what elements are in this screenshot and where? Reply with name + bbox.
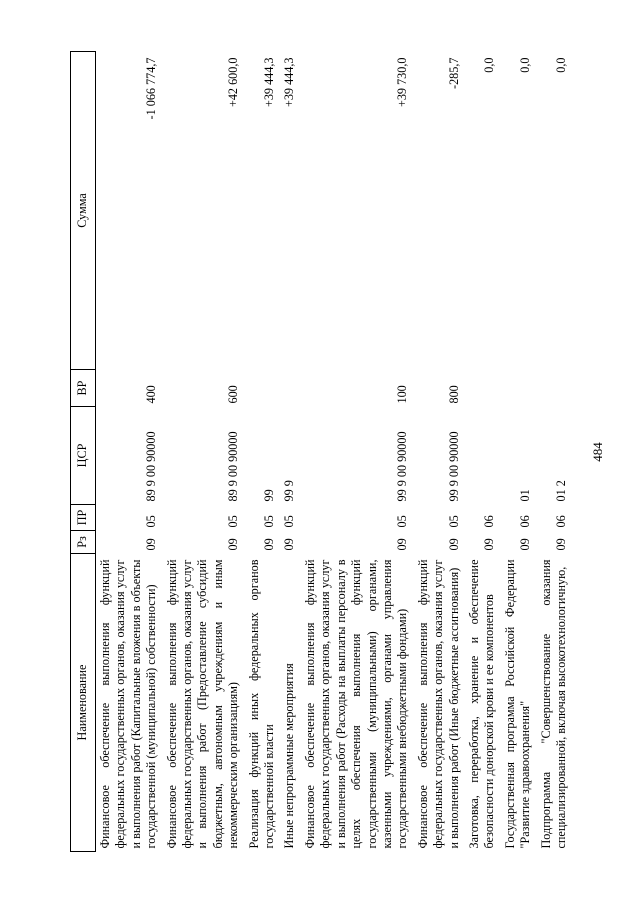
row-name: Реализация функций иных федеральных органов государственной власти (246, 559, 277, 849)
row-sum: +39 730,0 (395, 57, 410, 108)
row-sum: -1 066 774,7 (144, 57, 159, 120)
table-row (96, 52, 163, 852)
row-pr: 05 (262, 515, 277, 528)
table-header-row (71, 52, 96, 852)
row-rz: 09 (226, 538, 241, 551)
table-row (301, 52, 414, 852)
row-pr: 05 (446, 515, 461, 528)
row-csr: 99 (262, 489, 277, 502)
row-vr: 800 (446, 385, 461, 404)
row-name: Финансовое обеспечение выполнения функций федеральных государственных органов, оказания услуг и выполнения работ (Капитальные вложения в объекты государственной (муниципальной) собственности) (98, 559, 159, 849)
header-rz: Рз (71, 531, 96, 554)
row-name: Иные непрограммные мероприятия (282, 663, 297, 849)
row-csr: 89 9 00 90000 (226, 431, 241, 502)
header-vr: ВР (71, 370, 96, 407)
header-pr: ПР (71, 505, 96, 531)
row-rz: 09 (518, 538, 533, 551)
row-sum: 0,0 (518, 57, 533, 73)
row-sum: +39 444,3 (282, 57, 297, 108)
table-row (280, 52, 300, 852)
row-sum: -285,7 (446, 57, 461, 89)
row-csr: 99 9 00 90000 (446, 431, 461, 502)
row-sum: +42 600,0 (226, 57, 241, 108)
row-pr: 06 (518, 515, 533, 528)
row-csr: 01 (518, 489, 533, 502)
row-name: Подпрограмма "Совершенствование оказания специализированной, включая высокотехнологичную, (538, 559, 568, 849)
row-pr: 05 (282, 515, 297, 528)
row-csr: 89 9 00 90000 (144, 431, 159, 502)
row-rz: 09 (482, 538, 497, 551)
header-name: Наименование (71, 554, 96, 852)
budget-table (70, 51, 572, 852)
header-sum: Сумма (71, 52, 96, 370)
row-rz: 09 (446, 538, 461, 551)
row-rz: 09 (262, 538, 277, 551)
row-vr: 400 (144, 385, 159, 404)
row-vr (280, 370, 300, 407)
row-csr: 99 9 (282, 480, 297, 502)
row-pr: 06 (482, 515, 497, 528)
row-sum: 0,0 (482, 57, 497, 73)
row-vr (501, 370, 537, 407)
row-rz: 09 (395, 538, 410, 551)
row-csr: 99 9 00 90000 (395, 431, 410, 502)
row-csr: 01 2 (553, 480, 568, 502)
row-pr: 05 (226, 515, 241, 528)
row-pr: 06 (553, 515, 568, 528)
row-sum: 0,0 (553, 57, 568, 73)
row-vr (245, 370, 281, 407)
table-row (163, 52, 245, 852)
header-csr: ЦСР (71, 407, 96, 505)
row-rz: 09 (282, 538, 297, 551)
row-csr (465, 407, 501, 505)
row-vr (465, 370, 501, 407)
row-pr: 05 (395, 515, 410, 528)
row-name: Финансовое обеспечение выполнения функций федеральных государственных органов, оказания услуг и выполнения работ (Предоставление субсидий бюджетным, автономным учреждениям и иным некоммерческим организациям) (164, 559, 241, 849)
table-row (465, 52, 501, 852)
row-vr: 100 (395, 385, 410, 404)
row-vr: 600 (226, 385, 241, 404)
row-pr: 05 (144, 515, 159, 528)
budget-table-rotated (70, 52, 590, 852)
row-rz: 09 (144, 538, 159, 551)
table-row (537, 52, 573, 852)
row-name: Финансовое обеспечение выполнения функций федеральных государственных органов, оказания услуг и выполнения работ (Расходы на выплаты персоналу в целях обеспечения выполнения функций государственными (муниципальными) органами, казенными учреждениями, органами управления государственными внебюджетными фондами) (302, 559, 410, 849)
table-row (414, 52, 465, 852)
row-name: Государственная программа Российской Федерации "Развитие здравоохранения" (502, 559, 533, 849)
row-name: Финансовое обеспечение выполнения функций федеральных государственных органов, оказания услуг и выполнения работ (Иные бюджетные ассигнования) (415, 559, 461, 849)
table-row (501, 52, 537, 852)
row-name: Заготовка, переработка, хранение и обеспечение безопасности донорской крови и ее компонентов (466, 559, 497, 849)
row-sum: +39 444,3 (262, 57, 277, 108)
row-rz: 09 (553, 538, 568, 551)
table-row (245, 52, 281, 852)
row-vr (537, 370, 573, 407)
page-number: 484 (590, 442, 605, 462)
